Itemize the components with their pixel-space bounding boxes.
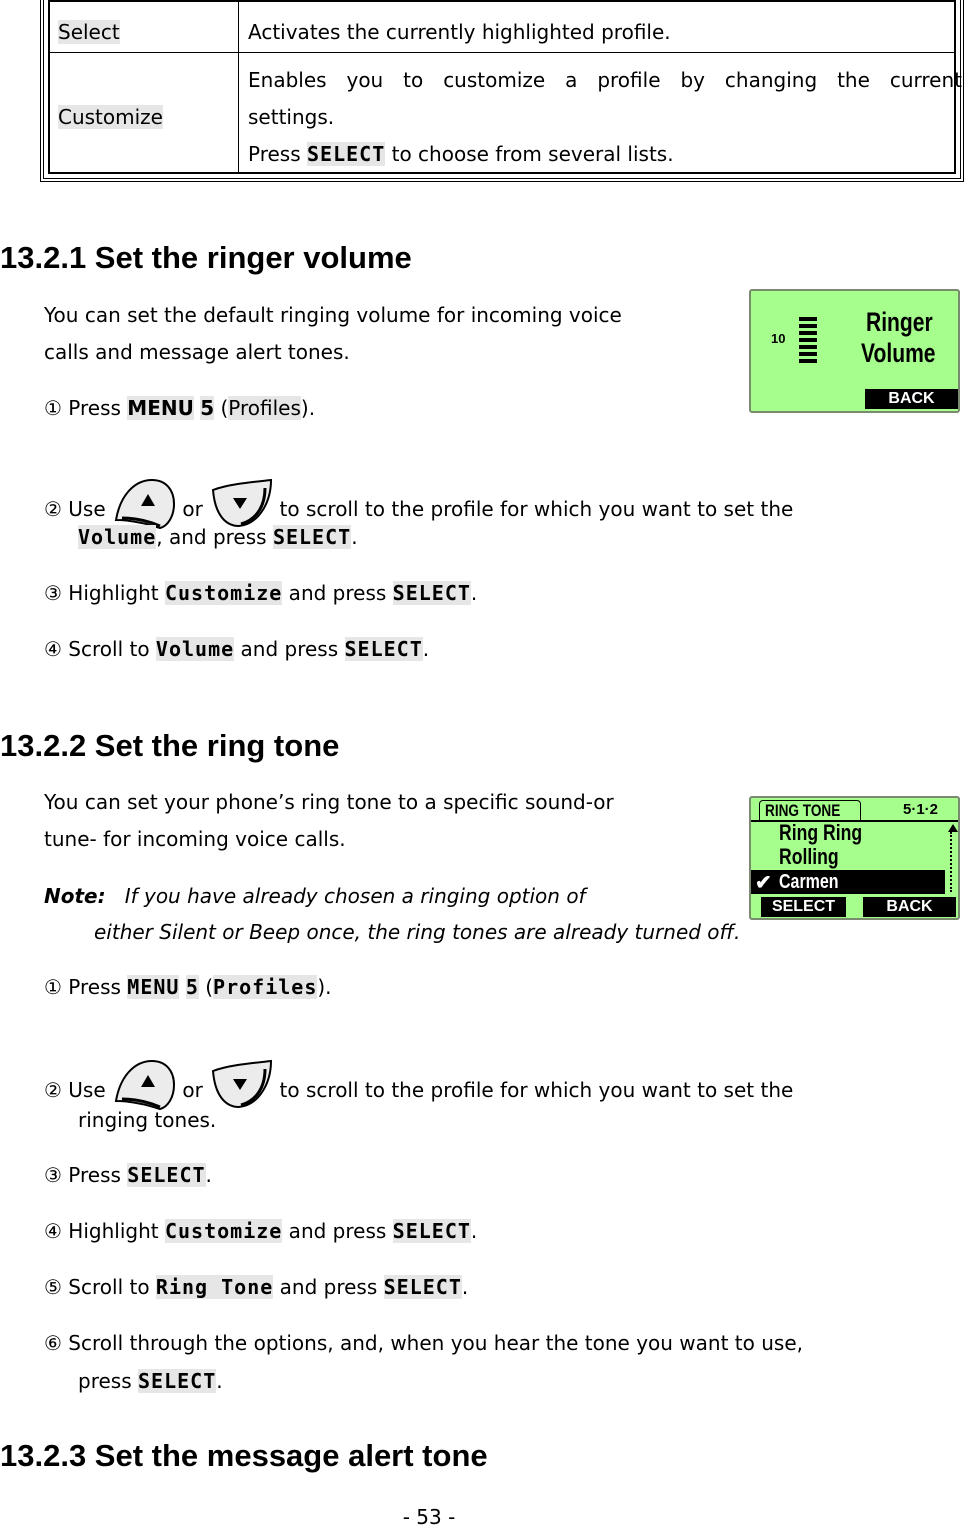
step-1: ① Press MENU 5 (Profiles). xyxy=(44,396,316,420)
down-button-icon xyxy=(209,1059,273,1111)
page-number: - 53 - xyxy=(402,1505,456,1529)
ring-tone-screen xyxy=(749,796,960,920)
back-softkey xyxy=(865,389,958,409)
note-text: either Silent or Beep once, the ring tones are already turned off. xyxy=(94,920,741,944)
table-desc xyxy=(248,68,962,179)
menu-path: 5·1·2 xyxy=(903,801,939,818)
table-row xyxy=(58,105,163,129)
check-icon: ✔ xyxy=(755,872,772,894)
back-softkey xyxy=(863,897,956,917)
step-2-cont: Volume, and press SELECT. xyxy=(78,525,358,549)
section-heading: 13.2.2 Set the ring tone xyxy=(0,728,340,763)
down-button-icon xyxy=(209,478,273,530)
table-desc-line: Enables you to customize a profile by changing the current xyxy=(248,68,962,92)
screen-title-line2: Volume xyxy=(861,338,936,368)
step-3: ③ Highlight Customize and press SELECT. xyxy=(44,581,478,605)
note xyxy=(44,884,586,908)
table-key: Select xyxy=(58,20,120,44)
step-2-cont: ringing tones. xyxy=(78,1108,217,1132)
paragraph: You can set your phone’s ring tone to a specific sound-or xyxy=(44,790,614,814)
select-softkey-label: SELECT xyxy=(771,898,836,915)
step-4: ④ Scroll to Volume and press SELECT. xyxy=(44,637,430,661)
list-item: Ring Ring xyxy=(779,820,863,845)
table-desc-line: settings. xyxy=(248,105,335,129)
volume-level: 10 xyxy=(771,331,786,346)
table-inner-border xyxy=(48,0,962,174)
step-6-cont: press SELECT. xyxy=(78,1369,223,1393)
up-button-icon xyxy=(112,1059,176,1111)
step-4: ④ Highlight Customize and press SELECT. xyxy=(44,1219,478,1243)
step-2: ② Use or to scroll to the profile for which you want to set the xyxy=(44,1059,793,1111)
step-5: ⑤ Scroll to Ring Tone and press SELECT. xyxy=(44,1275,469,1299)
paragraph: You can set the default ringing volume for incoming voice xyxy=(44,303,622,327)
table-desc: Activates the currently highlighted profile. xyxy=(248,20,671,44)
step-3: ③ Press SELECT. xyxy=(44,1163,212,1187)
note-label: Note: xyxy=(44,884,106,908)
section-heading: 13.2.1 Set the ringer volume xyxy=(0,240,412,275)
step-1: ① Press MENU 5 (Profiles). xyxy=(44,975,332,999)
screen-title: RING TONE xyxy=(765,801,841,820)
table-row xyxy=(58,20,120,44)
section-heading: 13.2.3 Set the message alert tone xyxy=(0,1438,488,1473)
paragraph: calls and message alert tones. xyxy=(44,340,350,364)
function-table xyxy=(40,0,964,182)
ringer-volume-screen xyxy=(749,289,960,413)
step-2: ② Use or to scroll to the profile for which you want to set the xyxy=(44,478,793,530)
list-item-selected xyxy=(751,870,945,894)
table-key: Customize xyxy=(58,105,163,129)
note-text: If you have already chosen a ringing option of xyxy=(124,884,586,908)
step-6: ⑥ Scroll through the options, and, when you hear the tone you want to use, xyxy=(44,1331,803,1355)
list-item: Rolling xyxy=(779,844,839,869)
table-desc-line: Press SELECT to choose from several lists. xyxy=(248,142,674,166)
list-item-label: Carmen xyxy=(779,871,839,893)
table-row-divider xyxy=(50,52,954,53)
paragraph: tune- for incoming voice calls. xyxy=(44,827,346,851)
screen-title-line1: Ringer xyxy=(866,307,933,337)
select-softkey xyxy=(761,897,846,917)
up-button-icon xyxy=(112,478,176,530)
table-column-divider xyxy=(238,2,239,172)
back-softkey-label: BACK xyxy=(886,898,933,915)
back-softkey-label: BACK xyxy=(888,390,935,407)
